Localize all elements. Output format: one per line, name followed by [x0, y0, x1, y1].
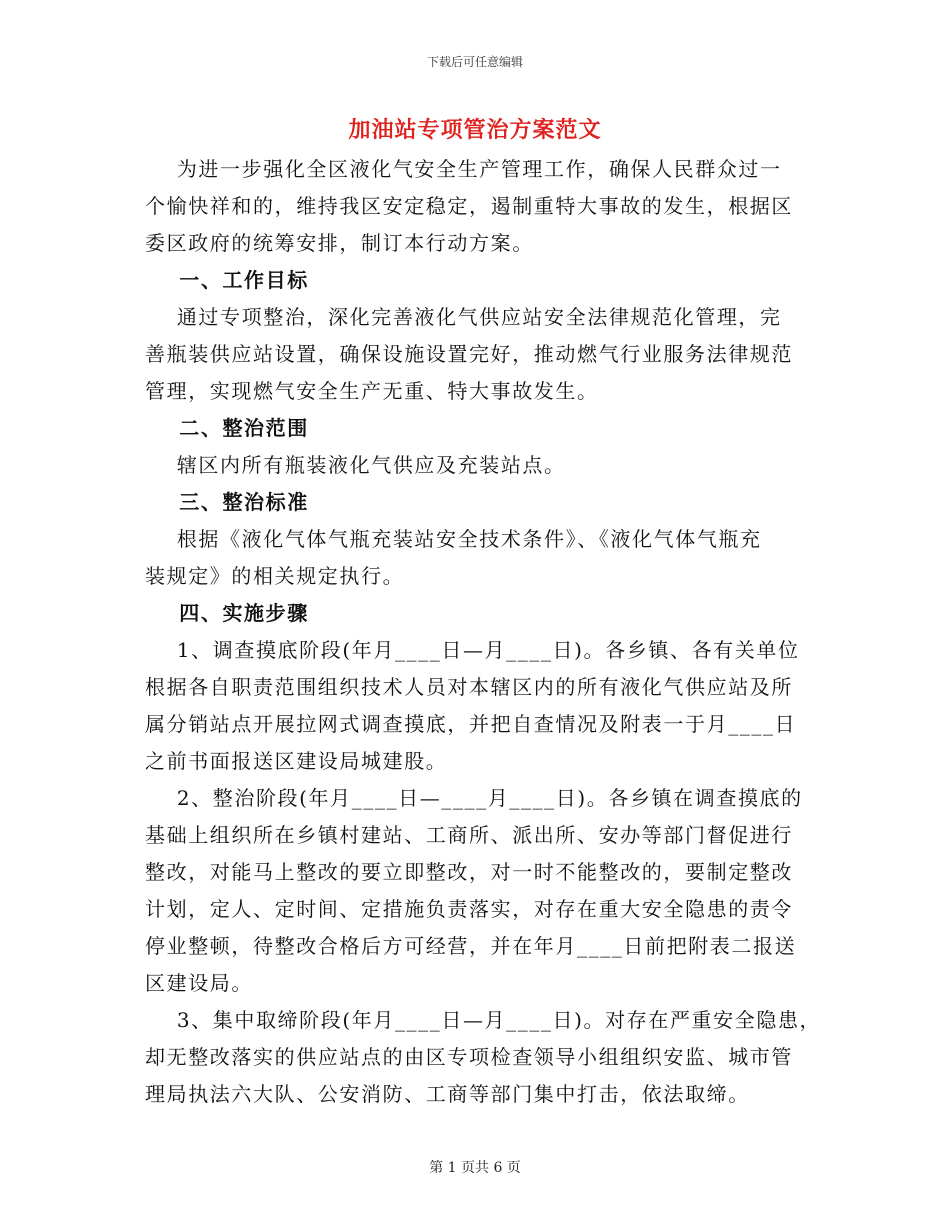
- body-line: 基础上组织所在乡镇村建站、工商所、派出所、安办等部门督促进行: [145, 823, 793, 847]
- body-line: 1、调查摸底阶段(年月____日—月____日)。各乡镇、各有关单位: [145, 638, 800, 662]
- body-line: 装规定》的相关规定执行。: [145, 564, 405, 588]
- body-line: 委区政府的统筹安排，制订本行动方案。: [145, 231, 534, 255]
- body-line: 3、集中取缔阶段(年月____日—月____日)。对存在严重安全隐患，: [145, 1008, 822, 1032]
- body-line: 计划，定人、定时间、定措施负责落实，对存在重大安全隐患的责令: [145, 897, 793, 921]
- section-heading: 一、工作目标: [145, 268, 309, 292]
- header-note: 下载后可任意编辑: [426, 55, 523, 69]
- body-line: 管理，实现燃气安全生产无重、特大事故发生。: [145, 379, 599, 403]
- body-line: 为进一步强化全区液化气安全生产管理工作，确保人民群众过一: [145, 157, 782, 181]
- body-line: 之前书面报送区建设局城建股。: [145, 749, 448, 773]
- body-line: 理局执法六大队、公安消防、工商等部门集中打击，依法取缔。: [145, 1082, 750, 1106]
- body-line: 根据《液化气体气瓶充装站安全技术条件》、《液化气体气瓶充: [145, 527, 762, 551]
- section-heading: 三、整治标准: [145, 490, 309, 514]
- body-line: 区建设局。: [145, 971, 253, 995]
- body-line: 个愉快祥和的，维持我区安定稳定，遏制重特大事故的发生，根据区: [145, 194, 793, 218]
- body-line: 属分销站点开展拉网式调查摸底，并把自查情况及附表一于月____日: [145, 712, 797, 736]
- body-line: 却无整改落实的供应站点的由区专项检查领导小组组织安监、城市管: [145, 1045, 793, 1069]
- page-footer: 第 1 页共 6 页: [429, 1160, 521, 1176]
- section-heading: 四、实施步骤: [145, 601, 309, 625]
- body-line: 整改，对能马上整改的要立即整改，对一时不能整改的，要制定整改: [145, 860, 793, 884]
- section-heading: 二、整治范围: [145, 416, 309, 440]
- body-line: 善瓶装供应站设置，确保设施设置完好，推动燃气行业服务法律规范: [145, 342, 793, 366]
- body-line: 通过专项整治，深化完善液化气供应站安全法律规范化管理，完: [145, 305, 782, 329]
- document-title: 加油站专项管治方案范文: [348, 117, 602, 143]
- body-line: 停业整顿，待整改合格后方可经营，并在年月____日前把附表二报送: [145, 934, 797, 958]
- document-body: [145, 151, 822, 1113]
- body-line: 2、整治阶段(年月____日—____月____日)。各乡镇在调查摸底的: [145, 786, 803, 810]
- body-line: 辖区内所有瓶装液化气供应及充装站点。: [145, 453, 566, 477]
- body-line: 根据各自职责范围组织技术人员对本辖区内的所有液化气供应站及所: [145, 675, 793, 699]
